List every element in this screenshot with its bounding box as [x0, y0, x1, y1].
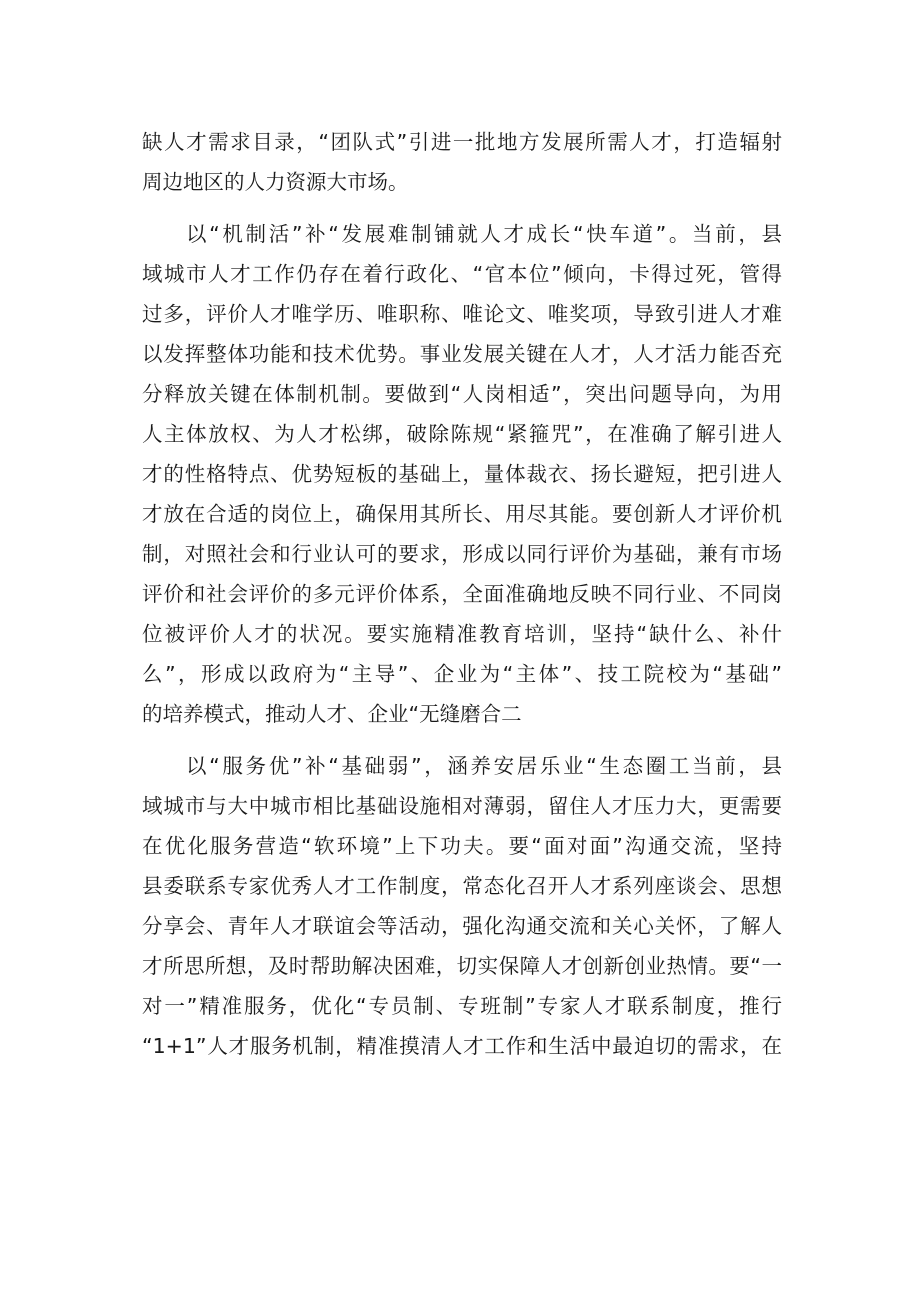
- paragraph-3: [142, 746, 782, 1066]
- text-line: 周边地区的人力资源大市场。: [142, 170, 409, 194]
- text-line: 么”，形成以政府为“主导”、企业为“主体”、技工院校为“基础”: [142, 662, 782, 686]
- text-line: 评价和社会评价的多元评价体系，全面准确地反映不同行业、不同岗: [142, 582, 782, 606]
- text-line: 县委联系专家优秀人才工作制度，常态化召开人才系列座谈会、思想: [142, 874, 782, 898]
- text-line: 的培养模式，推动人才、企业“无缝磨合二: [142, 702, 522, 726]
- text-line: 缺人才需求目录，“团队式”引进一批地方发展所需人才，打造辐射: [142, 130, 782, 154]
- text-line: 才所思所想，及时帮助解决困难，切实保障人才创新创业热情。要“一: [142, 954, 782, 978]
- text-line: 过多，评价人才唯学历、唯职称、唯论文、唯奖项，导致引进人才难: [142, 302, 782, 326]
- paragraph-2: [142, 214, 782, 734]
- text-line: 才的性格特点、优势短板的基础上，量体裁衣、扬长避短，把引进人: [142, 462, 782, 486]
- text-line: 以发挥整体功能和技术优势。事业发展关键在人才，人才活力能否充: [142, 342, 782, 366]
- paragraph-1: [142, 122, 782, 202]
- text-line: 对一”精准服务，优化“专员制、专班制”专家人才联系制度，推行: [142, 994, 782, 1018]
- text-line: 人主体放权、为人才松绑，破除陈规“紧箍咒”，在准确了解引进人: [142, 422, 782, 446]
- text-line: “1+1”人才服务机制，精准摸清人才工作和生活中最迫切的需求，在: [142, 1034, 782, 1058]
- text-line: 以“服务优”补“基础弱”，涵养安居乐业“生态圈工当前，县: [186, 754, 782, 778]
- text-line: 域城市人才工作仍存在着行政化、“官本位”倾向，卡得过死，管得: [142, 262, 782, 286]
- text-line: 位被评价人才的状况。要实施精准教育培训，坚持“缺什么、补什: [142, 622, 782, 646]
- text-line: 分享会、青年人才联谊会等活动，强化沟通交流和关心关怀，了解人: [142, 914, 782, 938]
- text-line: 才放在合适的岗位上，确保用其所长、用尽其能。要创新人才评价机: [142, 502, 782, 526]
- document-body: [142, 122, 782, 1066]
- text-line: 域城市与大中城市相比基础设施相对薄弱，留住人才压力大，更需要: [142, 794, 782, 818]
- text-line: 分释放关键在体制机制。要做到“人岗相适”，突出问题导向，为用: [142, 382, 782, 406]
- text-line: 在优化服务营造“软环境”上下功夫。要“面对面”沟通交流，坚持: [142, 834, 782, 858]
- text-line: 制，对照社会和行业认可的要求，形成以同行评价为基础，兼有市场: [142, 542, 782, 566]
- text-line: 以“机制活”补“发展难制铺就人才成长“快车道”。当前，县: [186, 222, 782, 246]
